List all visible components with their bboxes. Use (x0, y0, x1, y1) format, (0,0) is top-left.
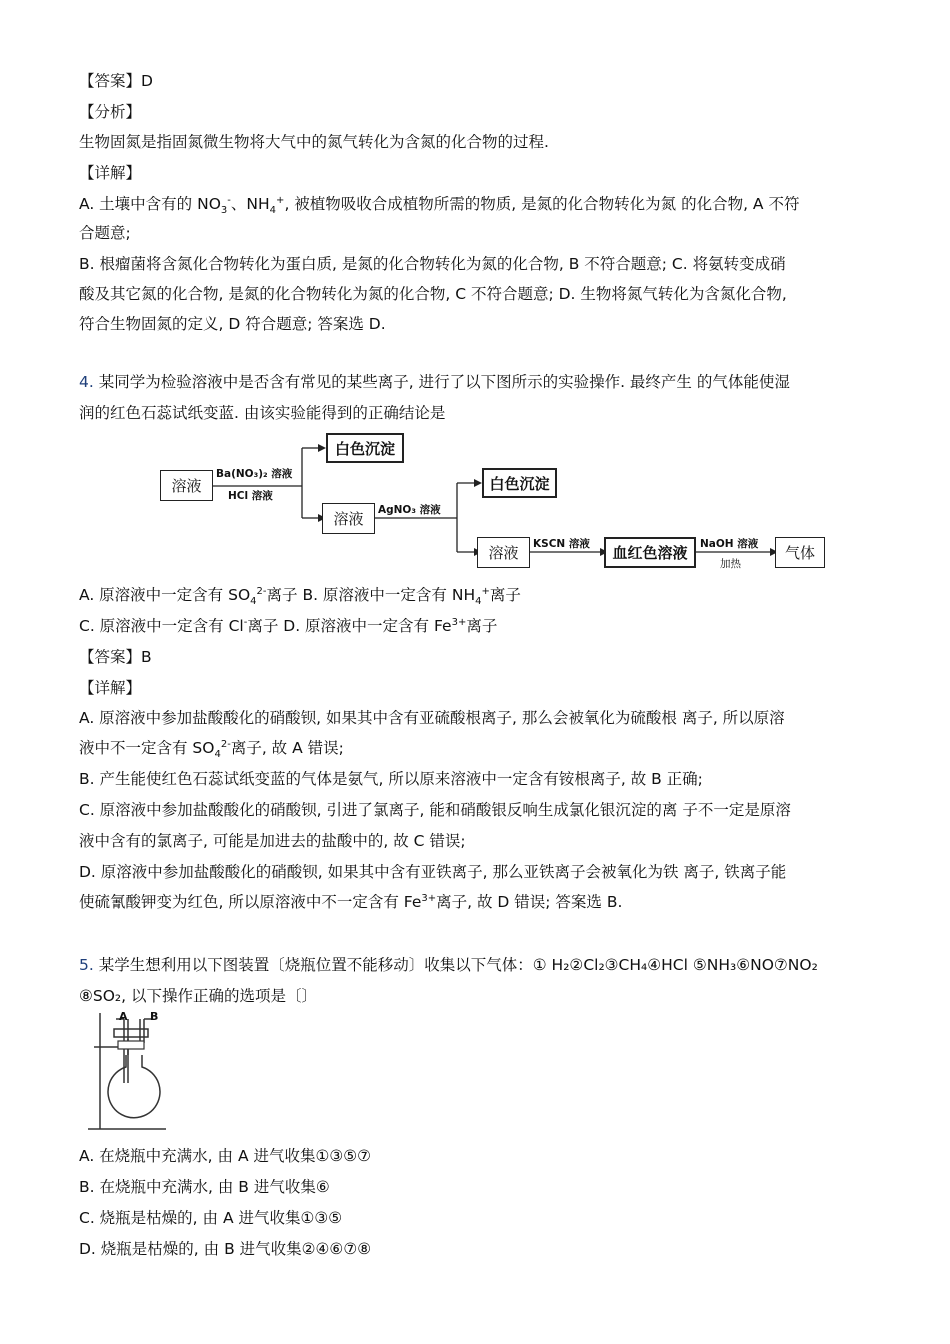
flow-reagent-ba-nitrate: Ba(NO₃)₂ 溶液 (216, 468, 293, 480)
q4-detail-line-1: A. 原溶液中参加盐酸酸化的硝酸钡, 如果其中含有亚硫酸根离子, 那么会被氧化为硫酸根 离子, 所以原溶 (79, 709, 785, 727)
q4-answer: 【答案】B (79, 648, 152, 666)
q4-stem-line-1: 4. 某同学为检验溶液中是否含有常见的某些离子, 进行了以下图所示的实验操作. 最终产生 的气体能使湿 (79, 373, 790, 391)
q3-detail-line-4: 酸及其它氮的化合物, 是氮的化合物转化为氮的化合物, C 不符合题意; D. 生物将氮气转化为含氮化合物, (79, 285, 787, 303)
flask-label-a: A (119, 1010, 128, 1023)
q4-detail-line-6: D. 原溶液中参加盐酸酸化的硝酸钡, 如果其中含有亚铁离子, 那么亚铁离子会被氧化为铁 离子, 铁离子能 (79, 863, 787, 881)
q4-number: 4. (79, 373, 94, 391)
q4-detail-line-2: 液中不一定含有 $SO_4^{2-}$离子, 故 A 错误; (79, 738, 344, 761)
flow-reagent-kscn: KSCN 溶液 (533, 538, 590, 550)
q3-answer: 【答案】D (79, 72, 153, 90)
flow-box-solution-2: 溶液 (322, 503, 375, 534)
q3-detail-line-2: 合题意; (79, 224, 131, 242)
q5-option-b: B. 在烧瓶中充满水, 由 B 进气收集⑥ (79, 1178, 330, 1196)
q3-analysis-text: 生物固氮是指固氮微生物将大气中的氮气转化为含氮的化合物的过程. (79, 133, 549, 151)
flow-box-solution-3: 溶液 (477, 537, 530, 568)
q4-detail-line-4: C. 原溶液中参加盐酸酸化的硝酸钡, 引进了氯离子, 能和硝酸银反响生成氯化银沉淀的离 子不一定是原溶 (79, 801, 791, 819)
flow-reagent-silver-nitrate: AgNO₃ 溶液 (378, 504, 441, 516)
flow-box-white-precipitate-1: 白色沉淀 (326, 433, 404, 463)
q3-analysis-heading: 【分析】 (79, 103, 142, 121)
flow-condition-heat: 加热 (720, 558, 741, 570)
q4-detail-heading: 【详解】 (79, 679, 142, 697)
q5-option-a: A. 在烧瓶中充满水, 由 A 进气收集①③⑤⑦ (79, 1147, 372, 1165)
flow-box-blood-red-solution: 血红色溶液 (604, 537, 696, 568)
q3-detail-line-1: A. 土壤中含有的 $NO_3^-$、$NH_4^+$, 被植物吸收合成植物所需的物质, 是氮的化合物转化为氮 的化合物, A 不符 (79, 194, 800, 217)
flask-apparatus-figure (86, 1005, 176, 1135)
q5-stem-line-1: 5. 某学生想利用以下图装置〔烧瓶位置不能移动〕收集以下气体：① H₂②Cl₂③CH₄④HCl ⑤NH₃⑥NO⑦NO₂ (79, 956, 818, 974)
flow-box-white-precipitate-2: 白色沉淀 (482, 468, 557, 498)
flow-box-solution: 溶液 (160, 470, 213, 501)
flask-label-b: B (150, 1010, 159, 1023)
q4-options-line-1: A. 原溶液中一定含有 $SO_4^{2-}$离子 B. 原溶液中一定含有 $NH_4^+$离子 (79, 585, 521, 608)
q5-option-d: D. 烧瓶是枯燥的, 由 B 进气收集②④⑥⑦⑧ (79, 1240, 372, 1258)
q4-detail-line-5: 液中含有的氯离子, 可能是加进去的盐酸中的, 故 C 错误; (79, 832, 466, 850)
q3-detail-line-3: B. 根瘤菌将含氮化合物转化为蛋白质, 是氮的化合物转化为氮的化合物, B 不符合题意; C. 将氨转变成硝 (79, 255, 786, 273)
q5-option-c: C. 烧瓶是枯燥的, 由 A 进气收集①③⑤ (79, 1209, 343, 1227)
q5-stem-line-2: ⑧SO₂, 以下操作正确的选项是〔〕 (79, 987, 318, 1005)
q4-detail-line-3: B. 产生能使红色石蕊试纸变蓝的气体是氨气, 所以原来溶液中一定含有铵根离子, 故 B 正确; (79, 770, 703, 788)
q4-flow-connectors (0, 0, 950, 600)
q3-detail-heading: 【详解】 (79, 164, 142, 182)
q3-detail-line-5: 符合生物固氮的定义, D 符合题意; 答案选 D. (79, 315, 386, 333)
q5-number: 5. (79, 956, 94, 974)
flow-box-gas: 气体 (775, 537, 825, 568)
q4-detail-line-7: 使硫氰酸钾变为红色, 所以原溶液中不一定含有 $Fe^{3+}$离子, 故 D 错误; 答案选 B. (79, 892, 623, 911)
flow-reagent-naoh: NaOH 溶液 (700, 538, 759, 550)
q4-options-line-2: C. 原溶液中一定含有 Cl-离子 D. 原溶液中一定含有 $Fe^{3+}$离子 (79, 616, 498, 635)
flow-reagent-hcl: HCl 溶液 (228, 490, 273, 502)
q4-stem-line-2: 润的红色石蕊试纸变蓝. 由该实验能得到的正确结论是 (79, 404, 446, 422)
